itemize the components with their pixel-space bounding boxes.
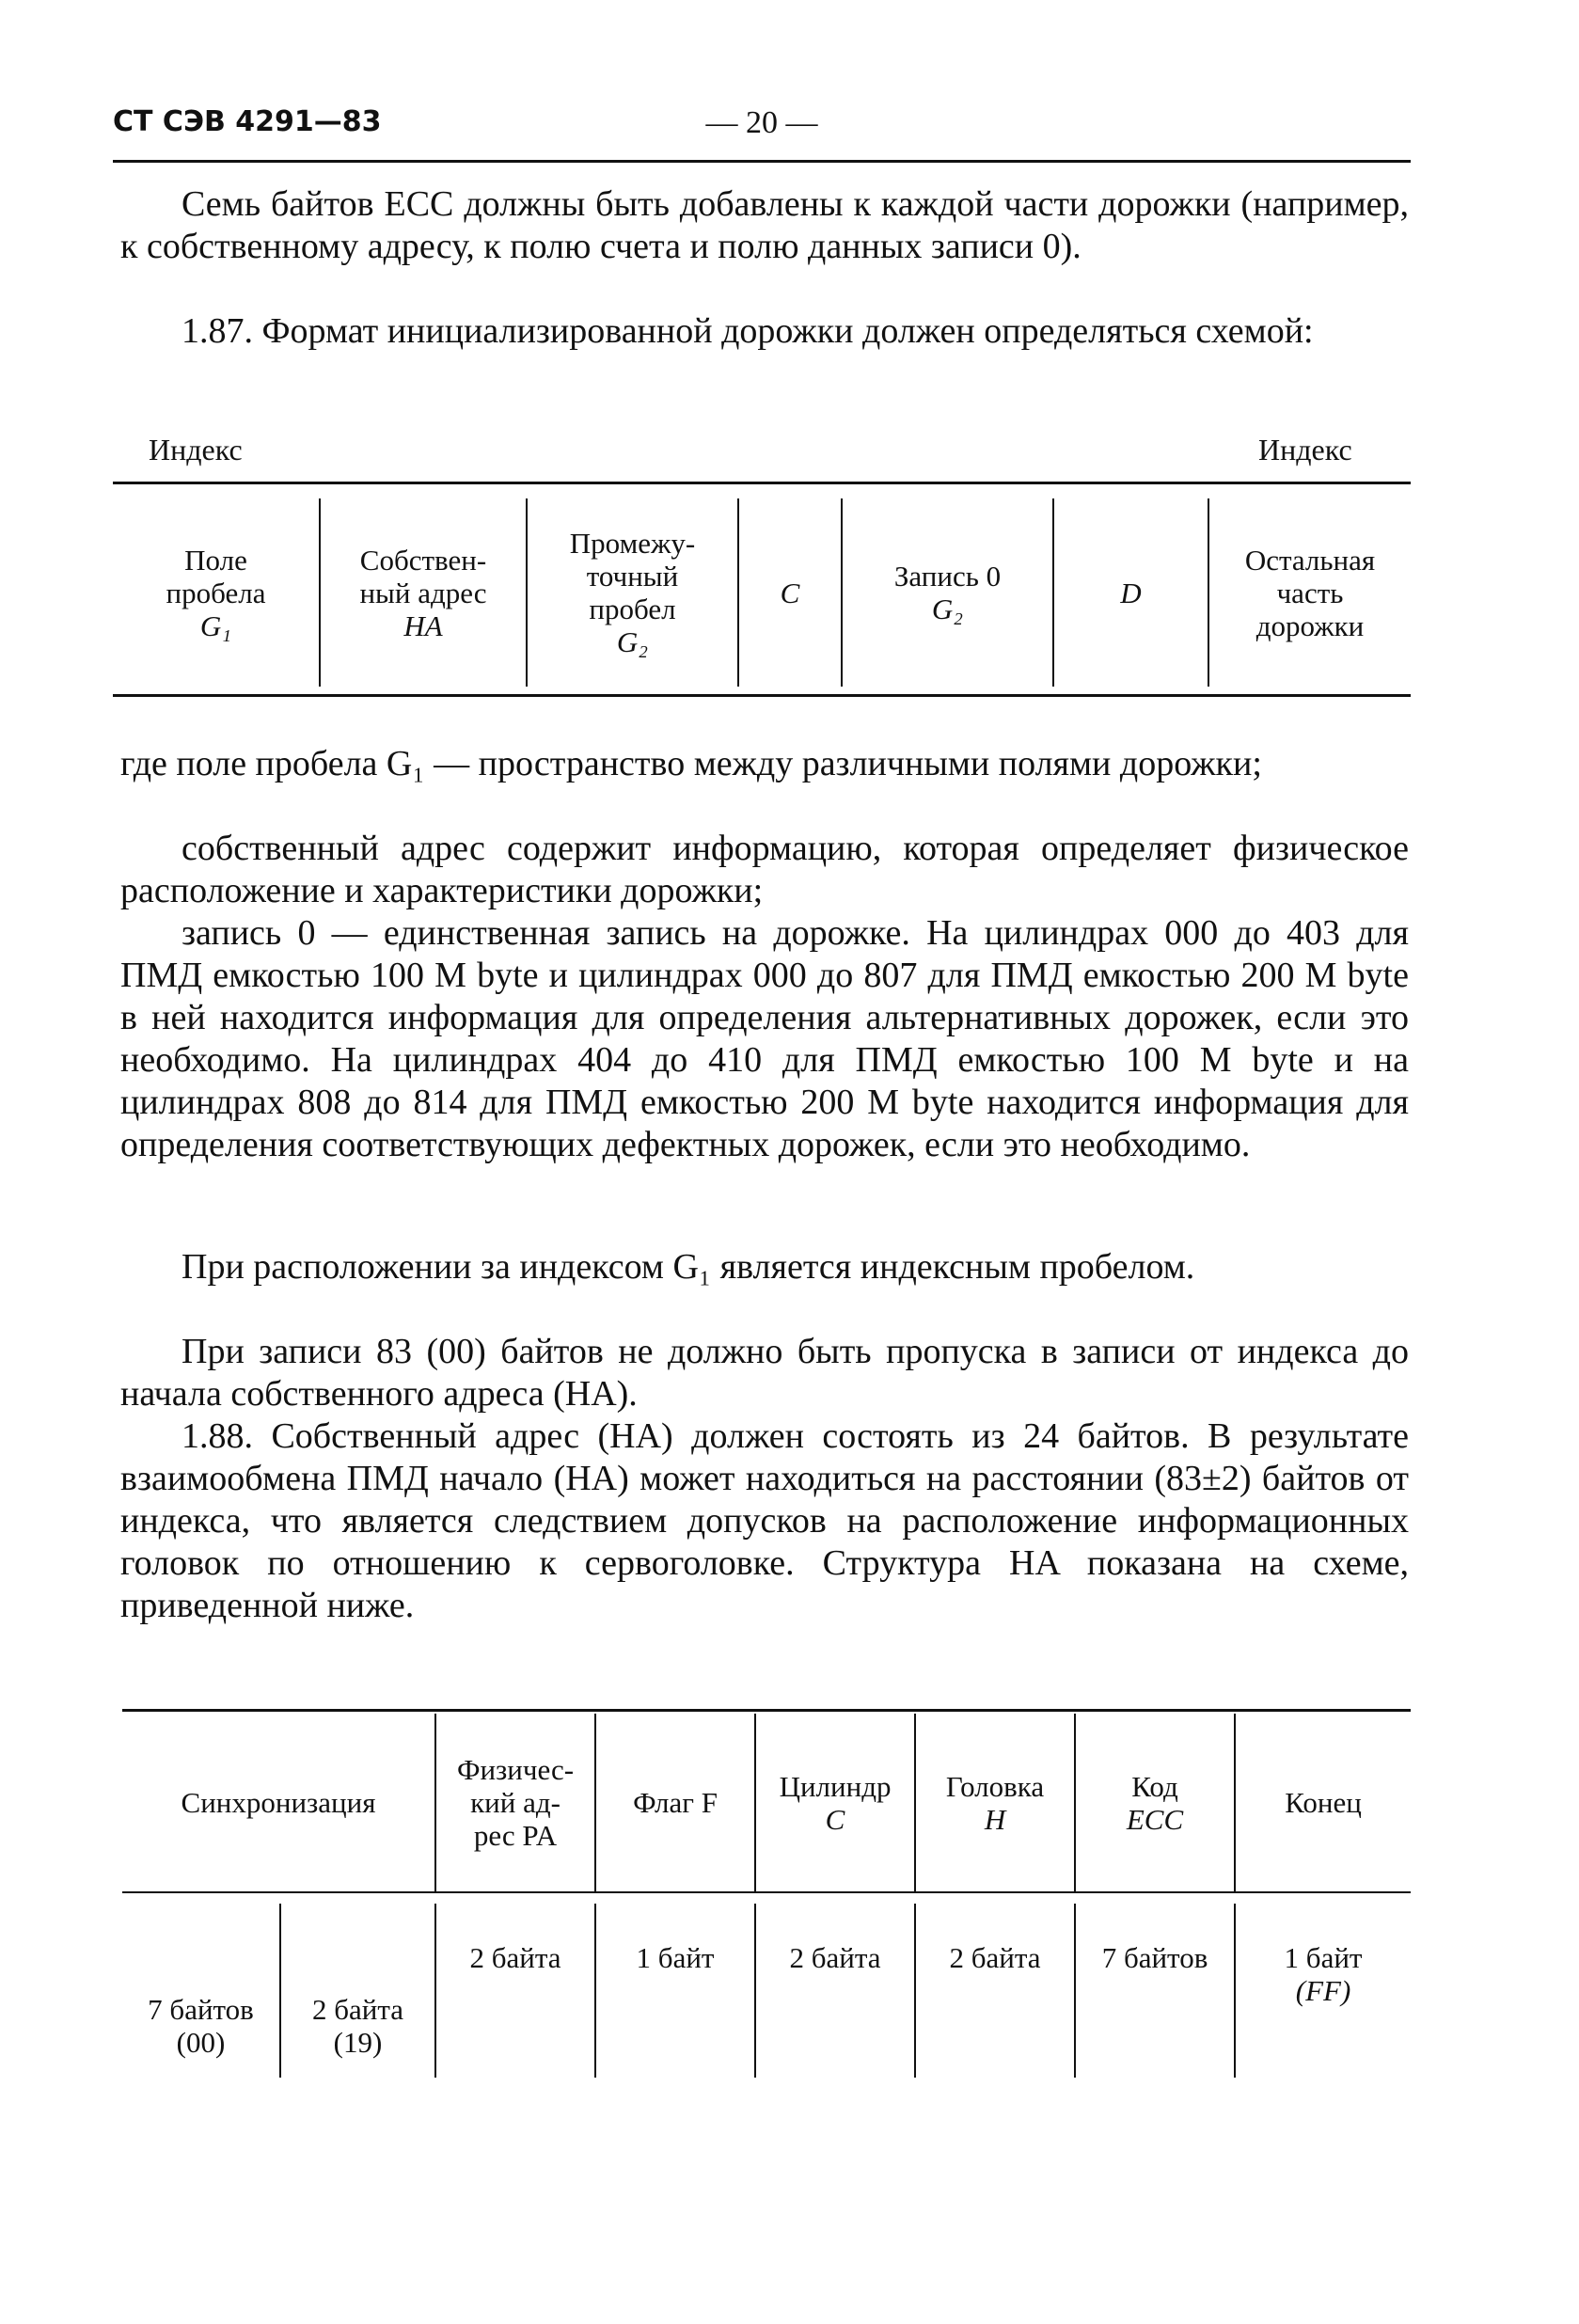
track-cell-d: D [1053,498,1208,687]
header-sync: Синхронизация [122,1714,435,1892]
header-physical-address: Физичес- кий ад- рес PA [435,1714,595,1892]
value-sync-1: 7 байтов (00) [122,1904,280,2078]
value-ecc: 7 байтов [1075,1904,1235,2078]
paragraph-home-address-definition: собственный адрес содержит информацию, которая определяет физическое расположение и характеристики дорожки; [120,829,1409,910]
page-header [113,105,1411,152]
value-end: 1 байт (FF) [1284,1941,1363,2007]
paragraph-1-87: 1.87. Формат инициализированной дорожки должен определяться схемой: [182,311,1314,351]
header-ecc: Код ECC [1075,1714,1235,1892]
track-cell-record-0: Запись 0 G₂ [842,498,1053,687]
paragraph-1-88: 1.88. Собственный адрес (HA) должен состоять из 24 байтов. В результате взаимообмена ПМД начало (HA) может находиться на расстоянии (83±2) байтов от индекса, что является следствием допусков на расположение информационных головок по отношению к сервоголовке. Структура HA показана на схеме, приведенной ниже. [120,1416,1409,1625]
index-label-left: Индекс [149,433,243,466]
track-cell-rest: Остальная часть дорожки [1244,543,1376,642]
value-physical-address: 2 байта [435,1904,595,2078]
track-format-diagram [113,498,1411,687]
track-bottom-rule [113,694,1411,697]
value-flag: 1 байт [595,1904,755,2078]
track-cell-gap-g1: Поле пробела G₁ [113,498,320,687]
value-cylinder: 2 байта [755,1904,915,2078]
home-address-structure-table [122,1714,1411,2078]
header-cylinder: Цилиндр C [755,1714,915,1892]
ha-top-rule [122,1709,1411,1712]
track-cell-home-address: Собствен- ный адрес HA [320,498,527,687]
track-cell-c: C [738,498,842,687]
paragraph-record-0: запись 0 — единственная запись на дорожке. На цилиндрах 000 до 403 для ПМД емкостью 100 M byte и цилиндрах 000 до 807 для ПМД емкостью 200 M byte в ней находится информация для определения альтернативных дорожек, если это необходимо. На цилиндрах 404 до 410 для ПМД емкостью 100 M byte и на цилиндрах 808 до 814 для ПМД емкостью 200 M byte находится информация для определения соответствующих дефектных дорожек, если это необходимо. [120,913,1409,1164]
paragraph-gap-definition: где поле пробела G₁ — пространство между различными полями дорожки; [120,744,1262,783]
header-rule [113,160,1411,163]
paragraph-83-bytes: При записи 83 (00) байтов не должно быть пропуска в записи от индекса до начала собственного адреса (HA). [120,1332,1409,1414]
value-head: 2 байта [915,1904,1075,2078]
paragraph-index-gap: При расположении за индексом G₁ является индексным пробелом. [182,1247,1195,1287]
header-end: Конец [1285,1786,1362,1819]
index-label-right: Индекс [1258,433,1352,466]
value-sync-2: 2 байта (19) [280,1904,435,2078]
document-code: СТ СЭВ 4291—83 [113,105,382,138]
track-top-rule [113,482,1411,484]
header-head: Головка H [915,1714,1075,1892]
paragraph-ecc: Семь байтов ECC должны быть добавлены к каждой части дорожки (например, к собственному адресу, к полю счета и полю данных записи 0). [120,184,1409,266]
page-number: — 20 — [705,105,818,140]
track-cell-intermediate-gap: Промежу- точный пробел G₂ [527,498,738,687]
header-flag: Флаг F [595,1714,755,1892]
